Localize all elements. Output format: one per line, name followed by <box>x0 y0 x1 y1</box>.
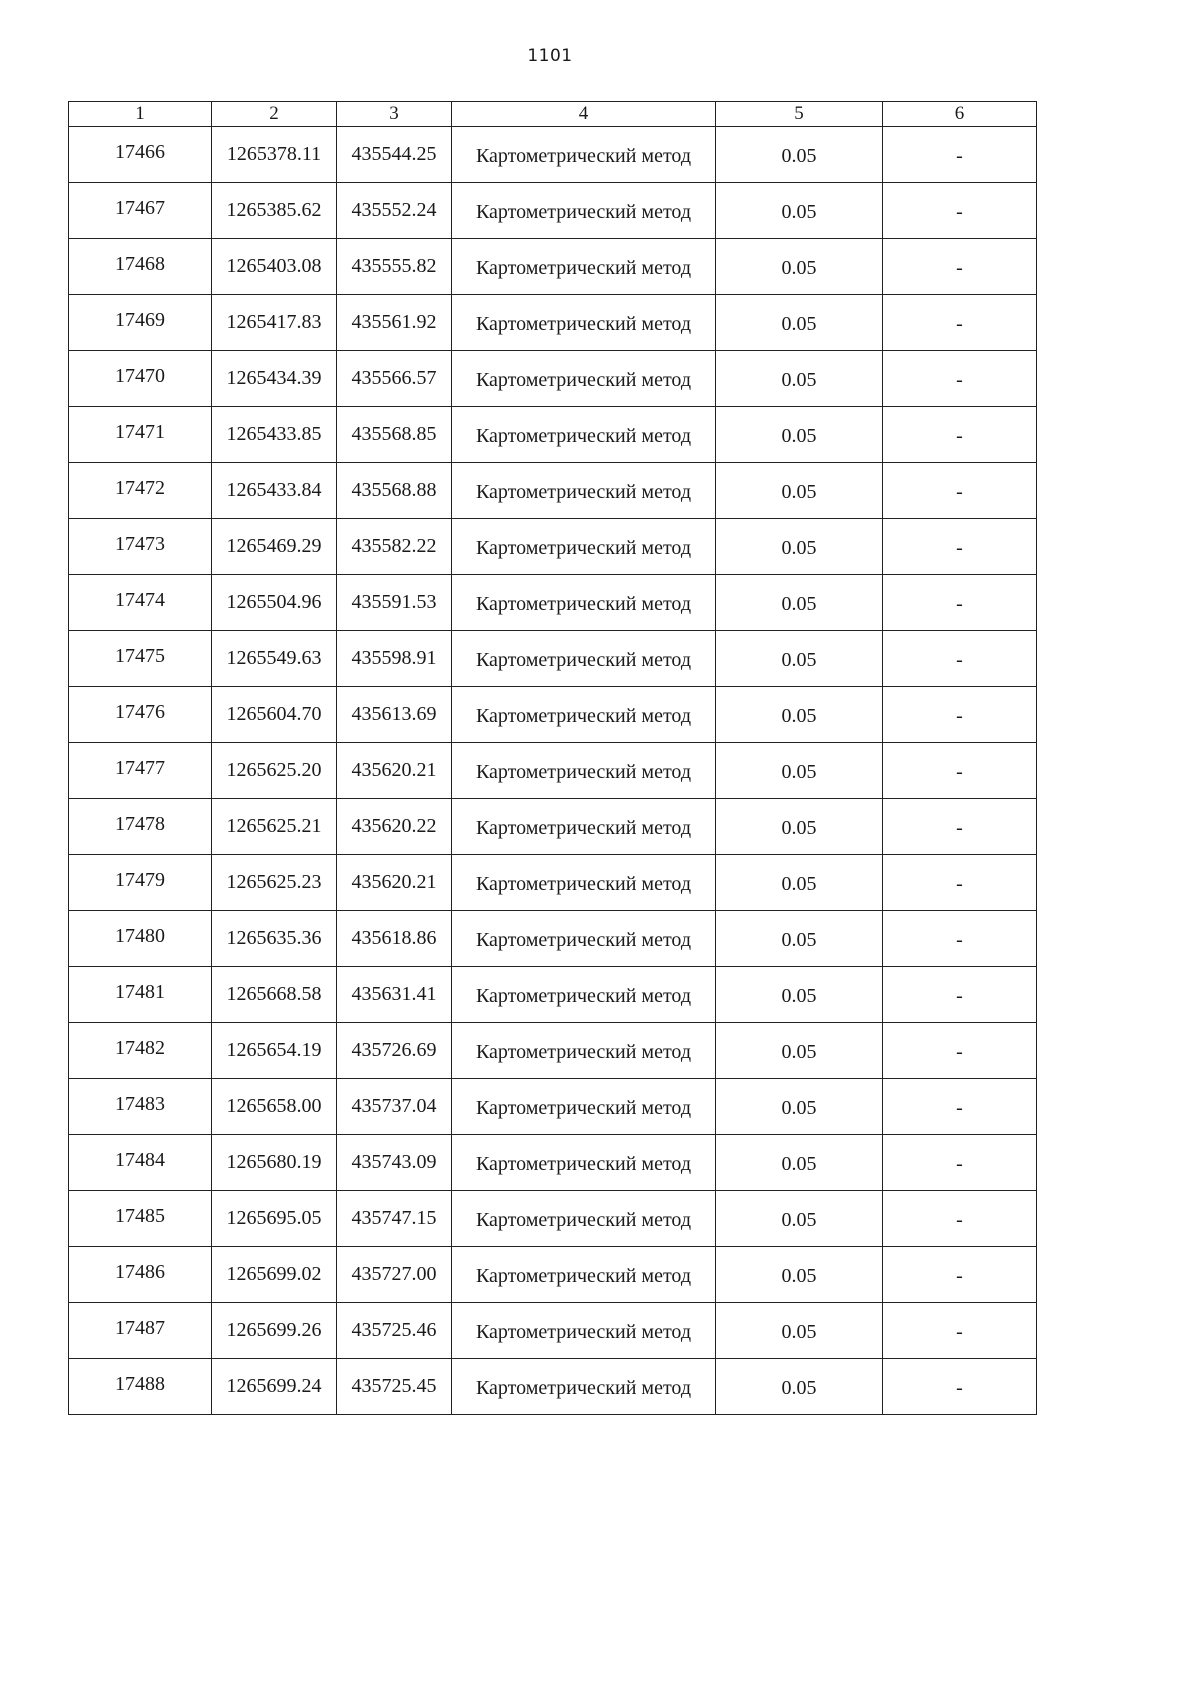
accuracy-cell: 0.05 <box>716 183 883 239</box>
point-number-cell: 17471 <box>69 407 212 463</box>
table-row <box>69 1359 1037 1415</box>
y-coordinate-cell: 435620.21 <box>337 855 452 911</box>
table-row <box>69 575 1037 631</box>
accuracy-cell: 0.05 <box>716 519 883 575</box>
x-coordinate-cell: 1265699.02 <box>212 1247 337 1303</box>
table-row <box>69 1303 1037 1359</box>
column-header: 2 <box>212 102 337 127</box>
y-coordinate-cell: 435743.09 <box>337 1135 452 1191</box>
x-coordinate-cell: 1265549.63 <box>212 631 337 687</box>
note-cell: - <box>883 687 1037 743</box>
x-coordinate-cell: 1265654.19 <box>212 1023 337 1079</box>
y-coordinate-cell: 435568.85 <box>337 407 452 463</box>
note-cell: - <box>883 1079 1037 1135</box>
point-number-cell: 17470 <box>69 351 212 407</box>
y-coordinate-cell: 435737.04 <box>337 1079 452 1135</box>
method-cell: Картометрический метод <box>452 1191 716 1247</box>
accuracy-cell: 0.05 <box>716 1023 883 1079</box>
accuracy-cell: 0.05 <box>716 1303 883 1359</box>
y-coordinate-cell: 435613.69 <box>337 687 452 743</box>
x-coordinate-cell: 1265680.19 <box>212 1135 337 1191</box>
y-coordinate-cell: 435544.25 <box>337 127 452 183</box>
table-row <box>69 1023 1037 1079</box>
y-coordinate-cell: 435591.53 <box>337 575 452 631</box>
x-coordinate-cell: 1265378.11 <box>212 127 337 183</box>
point-number-cell: 17477 <box>69 743 212 799</box>
note-cell: - <box>883 967 1037 1023</box>
accuracy-cell: 0.05 <box>716 967 883 1023</box>
column-header: 5 <box>716 102 883 127</box>
table-body <box>69 127 1037 1415</box>
table-row <box>69 295 1037 351</box>
y-coordinate-cell: 435747.15 <box>337 1191 452 1247</box>
method-cell: Картометрический метод <box>452 1303 716 1359</box>
y-coordinate-cell: 435568.88 <box>337 463 452 519</box>
accuracy-cell: 0.05 <box>716 295 883 351</box>
point-number-cell: 17475 <box>69 631 212 687</box>
accuracy-cell: 0.05 <box>716 1079 883 1135</box>
x-coordinate-cell: 1265504.96 <box>212 575 337 631</box>
note-cell: - <box>883 1247 1037 1303</box>
table-row <box>69 911 1037 967</box>
method-cell: Картометрический метод <box>452 463 716 519</box>
x-coordinate-cell: 1265433.85 <box>212 407 337 463</box>
method-cell: Картометрический метод <box>452 295 716 351</box>
point-number-cell: 17487 <box>69 1303 212 1359</box>
x-coordinate-cell: 1265625.21 <box>212 799 337 855</box>
method-cell: Картометрический метод <box>452 239 716 295</box>
note-cell: - <box>883 631 1037 687</box>
accuracy-cell: 0.05 <box>716 1359 883 1415</box>
point-number-cell: 17468 <box>69 239 212 295</box>
y-coordinate-cell: 435552.24 <box>337 183 452 239</box>
note-cell: - <box>883 855 1037 911</box>
method-cell: Картометрический метод <box>452 799 716 855</box>
point-number-cell: 17469 <box>69 295 212 351</box>
column-header: 3 <box>337 102 452 127</box>
x-coordinate-cell: 1265625.20 <box>212 743 337 799</box>
method-cell: Картометрический метод <box>452 631 716 687</box>
method-cell: Картометрический метод <box>452 1247 716 1303</box>
point-number-cell: 17484 <box>69 1135 212 1191</box>
method-cell: Картометрический метод <box>452 1359 716 1415</box>
accuracy-cell: 0.05 <box>716 351 883 407</box>
table-row <box>69 967 1037 1023</box>
y-coordinate-cell: 435620.22 <box>337 799 452 855</box>
point-number-cell: 17480 <box>69 911 212 967</box>
x-coordinate-cell: 1265635.36 <box>212 911 337 967</box>
x-coordinate-cell: 1265604.70 <box>212 687 337 743</box>
table-header <box>69 102 1037 127</box>
accuracy-cell: 0.05 <box>716 631 883 687</box>
method-cell: Картометрический метод <box>452 967 716 1023</box>
y-coordinate-cell: 435727.00 <box>337 1247 452 1303</box>
y-coordinate-cell: 435582.22 <box>337 519 452 575</box>
x-coordinate-cell: 1265668.58 <box>212 967 337 1023</box>
method-cell: Картометрический метод <box>452 911 716 967</box>
table-row <box>69 183 1037 239</box>
x-coordinate-cell: 1265434.39 <box>212 351 337 407</box>
x-coordinate-cell: 1265403.08 <box>212 239 337 295</box>
accuracy-cell: 0.05 <box>716 911 883 967</box>
note-cell: - <box>883 1359 1037 1415</box>
accuracy-cell: 0.05 <box>716 463 883 519</box>
accuracy-cell: 0.05 <box>716 127 883 183</box>
table-row <box>69 463 1037 519</box>
point-number-cell: 17473 <box>69 519 212 575</box>
column-header: 6 <box>883 102 1037 127</box>
method-cell: Картометрический метод <box>452 855 716 911</box>
x-coordinate-cell: 1265417.83 <box>212 295 337 351</box>
note-cell: - <box>883 351 1037 407</box>
table-row <box>69 631 1037 687</box>
note-cell: - <box>883 407 1037 463</box>
note-cell: - <box>883 1303 1037 1359</box>
point-number-cell: 17474 <box>69 575 212 631</box>
note-cell: - <box>883 1135 1037 1191</box>
x-coordinate-cell: 1265433.84 <box>212 463 337 519</box>
x-coordinate-cell: 1265699.24 <box>212 1359 337 1415</box>
method-cell: Картометрический метод <box>452 351 716 407</box>
method-cell: Картометрический метод <box>452 407 716 463</box>
y-coordinate-cell: 435725.46 <box>337 1303 452 1359</box>
note-cell: - <box>883 799 1037 855</box>
method-cell: Картометрический метод <box>452 1079 716 1135</box>
note-cell: - <box>883 519 1037 575</box>
table-row <box>69 1191 1037 1247</box>
note-cell: - <box>883 1023 1037 1079</box>
note-cell: - <box>883 127 1037 183</box>
table-row <box>69 799 1037 855</box>
method-cell: Картометрический метод <box>452 687 716 743</box>
method-cell: Картометрический метод <box>452 575 716 631</box>
x-coordinate-cell: 1265658.00 <box>212 1079 337 1135</box>
y-coordinate-cell: 435726.69 <box>337 1023 452 1079</box>
y-coordinate-cell: 435725.45 <box>337 1359 452 1415</box>
method-cell: Картометрический метод <box>452 1023 716 1079</box>
accuracy-cell: 0.05 <box>716 1247 883 1303</box>
table-row <box>69 1135 1037 1191</box>
y-coordinate-cell: 435631.41 <box>337 967 452 1023</box>
method-cell: Картометрический метод <box>452 743 716 799</box>
y-coordinate-cell: 435620.21 <box>337 743 452 799</box>
note-cell: - <box>883 239 1037 295</box>
point-number-cell: 17486 <box>69 1247 212 1303</box>
accuracy-cell: 0.05 <box>716 407 883 463</box>
note-cell: - <box>883 743 1037 799</box>
table-row <box>69 1079 1037 1135</box>
point-number-cell: 17483 <box>69 1079 212 1135</box>
x-coordinate-cell: 1265385.62 <box>212 183 337 239</box>
accuracy-cell: 0.05 <box>716 575 883 631</box>
accuracy-cell: 0.05 <box>716 1191 883 1247</box>
x-coordinate-cell: 1265695.05 <box>212 1191 337 1247</box>
x-coordinate-cell: 1265469.29 <box>212 519 337 575</box>
accuracy-cell: 0.05 <box>716 799 883 855</box>
y-coordinate-cell: 435618.86 <box>337 911 452 967</box>
y-coordinate-cell: 435561.92 <box>337 295 452 351</box>
accuracy-cell: 0.05 <box>716 743 883 799</box>
y-coordinate-cell: 435555.82 <box>337 239 452 295</box>
point-number-cell: 17472 <box>69 463 212 519</box>
note-cell: - <box>883 911 1037 967</box>
table-row <box>69 687 1037 743</box>
page-number: 1101 <box>527 46 573 66</box>
table-row <box>69 351 1037 407</box>
point-number-cell: 17478 <box>69 799 212 855</box>
point-number-cell: 17467 <box>69 183 212 239</box>
table-row <box>69 743 1037 799</box>
table-row <box>69 407 1037 463</box>
coordinates-table <box>68 101 1037 1415</box>
method-cell: Картометрический метод <box>452 183 716 239</box>
note-cell: - <box>883 183 1037 239</box>
table-row <box>69 519 1037 575</box>
note-cell: - <box>883 295 1037 351</box>
table-row <box>69 127 1037 183</box>
note-cell: - <box>883 1191 1037 1247</box>
accuracy-cell: 0.05 <box>716 1135 883 1191</box>
accuracy-cell: 0.05 <box>716 239 883 295</box>
accuracy-cell: 0.05 <box>716 855 883 911</box>
method-cell: Картометрический метод <box>452 127 716 183</box>
point-number-cell: 17482 <box>69 1023 212 1079</box>
note-cell: - <box>883 575 1037 631</box>
accuracy-cell: 0.05 <box>716 687 883 743</box>
column-header: 1 <box>69 102 212 127</box>
table-row <box>69 239 1037 295</box>
x-coordinate-cell: 1265699.26 <box>212 1303 337 1359</box>
method-cell: Картометрический метод <box>452 1135 716 1191</box>
table-row <box>69 855 1037 911</box>
method-cell: Картометрический метод <box>452 519 716 575</box>
x-coordinate-cell: 1265625.23 <box>212 855 337 911</box>
table-row <box>69 1247 1037 1303</box>
point-number-cell: 17488 <box>69 1359 212 1415</box>
point-number-cell: 17481 <box>69 967 212 1023</box>
header-row <box>69 102 1037 127</box>
point-number-cell: 17485 <box>69 1191 212 1247</box>
point-number-cell: 17479 <box>69 855 212 911</box>
point-number-cell: 17466 <box>69 127 212 183</box>
y-coordinate-cell: 435566.57 <box>337 351 452 407</box>
y-coordinate-cell: 435598.91 <box>337 631 452 687</box>
note-cell: - <box>883 463 1037 519</box>
column-header: 4 <box>452 102 716 127</box>
point-number-cell: 17476 <box>69 687 212 743</box>
